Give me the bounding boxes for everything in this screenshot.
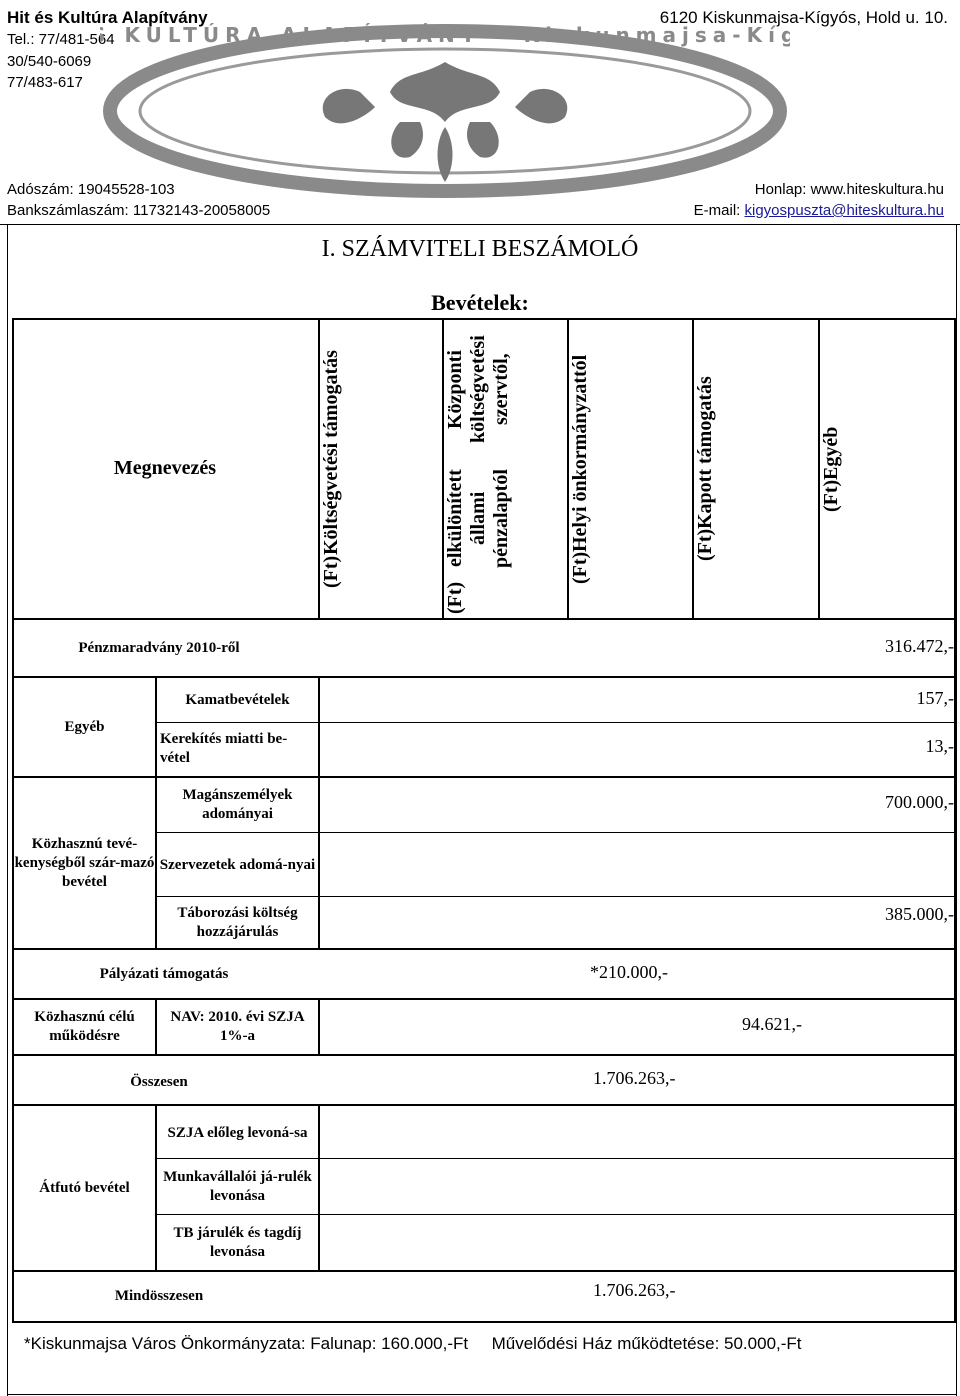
section-title: Bevételek: [431,290,529,315]
row-total-value: 1.706.263,- [593,1068,676,1088]
row-line-12 [12,1270,956,1272]
label-sep-c [318,1104,320,1270]
row-tb-label: TB járulék és tagdíj levonása [173,1225,302,1260]
report-title: I. SZÁMVITELI BESZÁMOLÓ [321,236,639,262]
row-employee-label: Munkavállalói já-rulék levonása [163,1169,312,1204]
row-grand-total-value: 1.706.263,- [593,1280,676,1300]
col-header-name: Megnevezés [113,456,217,479]
header-divider [0,224,960,225]
row-total-label: Összesen [130,1073,188,1090]
footnote-part-1: *Kiskunmajsa Város Önkormányzata: Falunap: 160.000,-Ft [24,1334,469,1353]
row-line-2 [155,722,956,723]
table-right-line [954,318,956,1323]
tax-id: Adószám: 19045528-103 [7,181,175,198]
row-grand-total-label: Mindösszesen [114,1287,204,1304]
row-grants-value: *210.000,- [590,962,668,982]
row-line-10 [155,1158,956,1159]
row-nav-label: NAV: 2010. évi SZJA 1%-a [170,1009,305,1044]
col-header-received-support: Kapott támogatás (Ft) [694,376,716,562]
row-interest-label: Kamatbevételek [185,691,290,708]
label-sep-a [318,676,320,948]
phone-3: 77/483-617 [7,74,83,91]
group-public-benefit: Közhasznú tevé-kenységből szár-mazó bevétel [14,835,155,890]
table-bottom-line [12,1321,956,1323]
row-grants-label: Pályázati támogatás [99,965,229,982]
logo-text: KULTÚRA ALAPÍTVÁNY * Kiskunmajsa-Kí [124,23,781,47]
header-bottom-line [12,618,956,620]
group-operation: Közhasznú célú működésre [34,1009,135,1044]
email-label: E-mail: [693,202,745,219]
email-link[interactable]: kigyospuszta@hiteskultura.hu [744,202,944,219]
phone-2: 30/540-6069 [7,53,92,70]
frame-bottom [7,1394,957,1395]
footnote [24,1334,802,1353]
row-private-donations-label: Magánszemélyek adományai [182,787,293,822]
row-carryover-value: 316.472,- [885,636,954,656]
row-line-5 [155,896,956,897]
group-transit: Átfutó bevétel [39,1179,130,1196]
col-header-local-government: Helyi önkormányzattól (Ft) [569,354,591,584]
org-name: Hit és Kultúra Alapítvány [7,8,208,27]
website: Honlap: www.hiteskultura.hu [754,181,944,198]
phone-1: Tel.: 77/481-564 [7,31,115,48]
row-interest-value: 157,- [916,688,954,708]
row-camp-value: 385.000,- [885,904,954,924]
frame-left [7,224,8,1396]
col-header-other: Egyéb (Ft) [820,426,842,512]
label-sep-b [318,998,320,1054]
email-line [694,201,944,220]
foundation-logo [100,22,790,205]
group-egyeb: Egyéb [64,718,105,735]
row-line-8 [12,1054,956,1056]
col-header-budget-support: Költségvetési támogatás (Ft) [320,350,342,588]
row-szja-label: SZJA előleg levoná-sa [167,1124,308,1141]
frame-right [956,224,957,1396]
row-camp-label: Táborozási költség hozzájárulás [177,905,298,940]
row-rounding-label: Kerekítés miatti be-vétel [160,731,288,766]
footnote-part-2: Művelődési Ház működtetése: 50.000,-Ft [491,1334,802,1353]
row-org-donations-label: Szervezetek adomá-nyai [159,856,316,873]
row-line-11 [155,1214,956,1215]
row-line-4 [155,832,956,833]
org-address: 6120 Kiskunmajsa-Kígyós, Hold u. 10. [659,8,948,27]
row-carryover-label: Pénzmaradvány 2010-ről [78,639,240,656]
col-header-central-budget: Központi költségvetési szervtől, elkülönített állami pénzalaptól (Ft) [444,335,512,614]
row-line-6 [12,948,956,950]
row-private-donations-value: 700.000,- [885,792,954,812]
row-nav-value: 94.621,- [742,1014,802,1034]
bank-account: Bankszámlaszám: 11732143-20058005 [7,202,271,219]
row-rounding-value: 13,- [925,736,954,756]
